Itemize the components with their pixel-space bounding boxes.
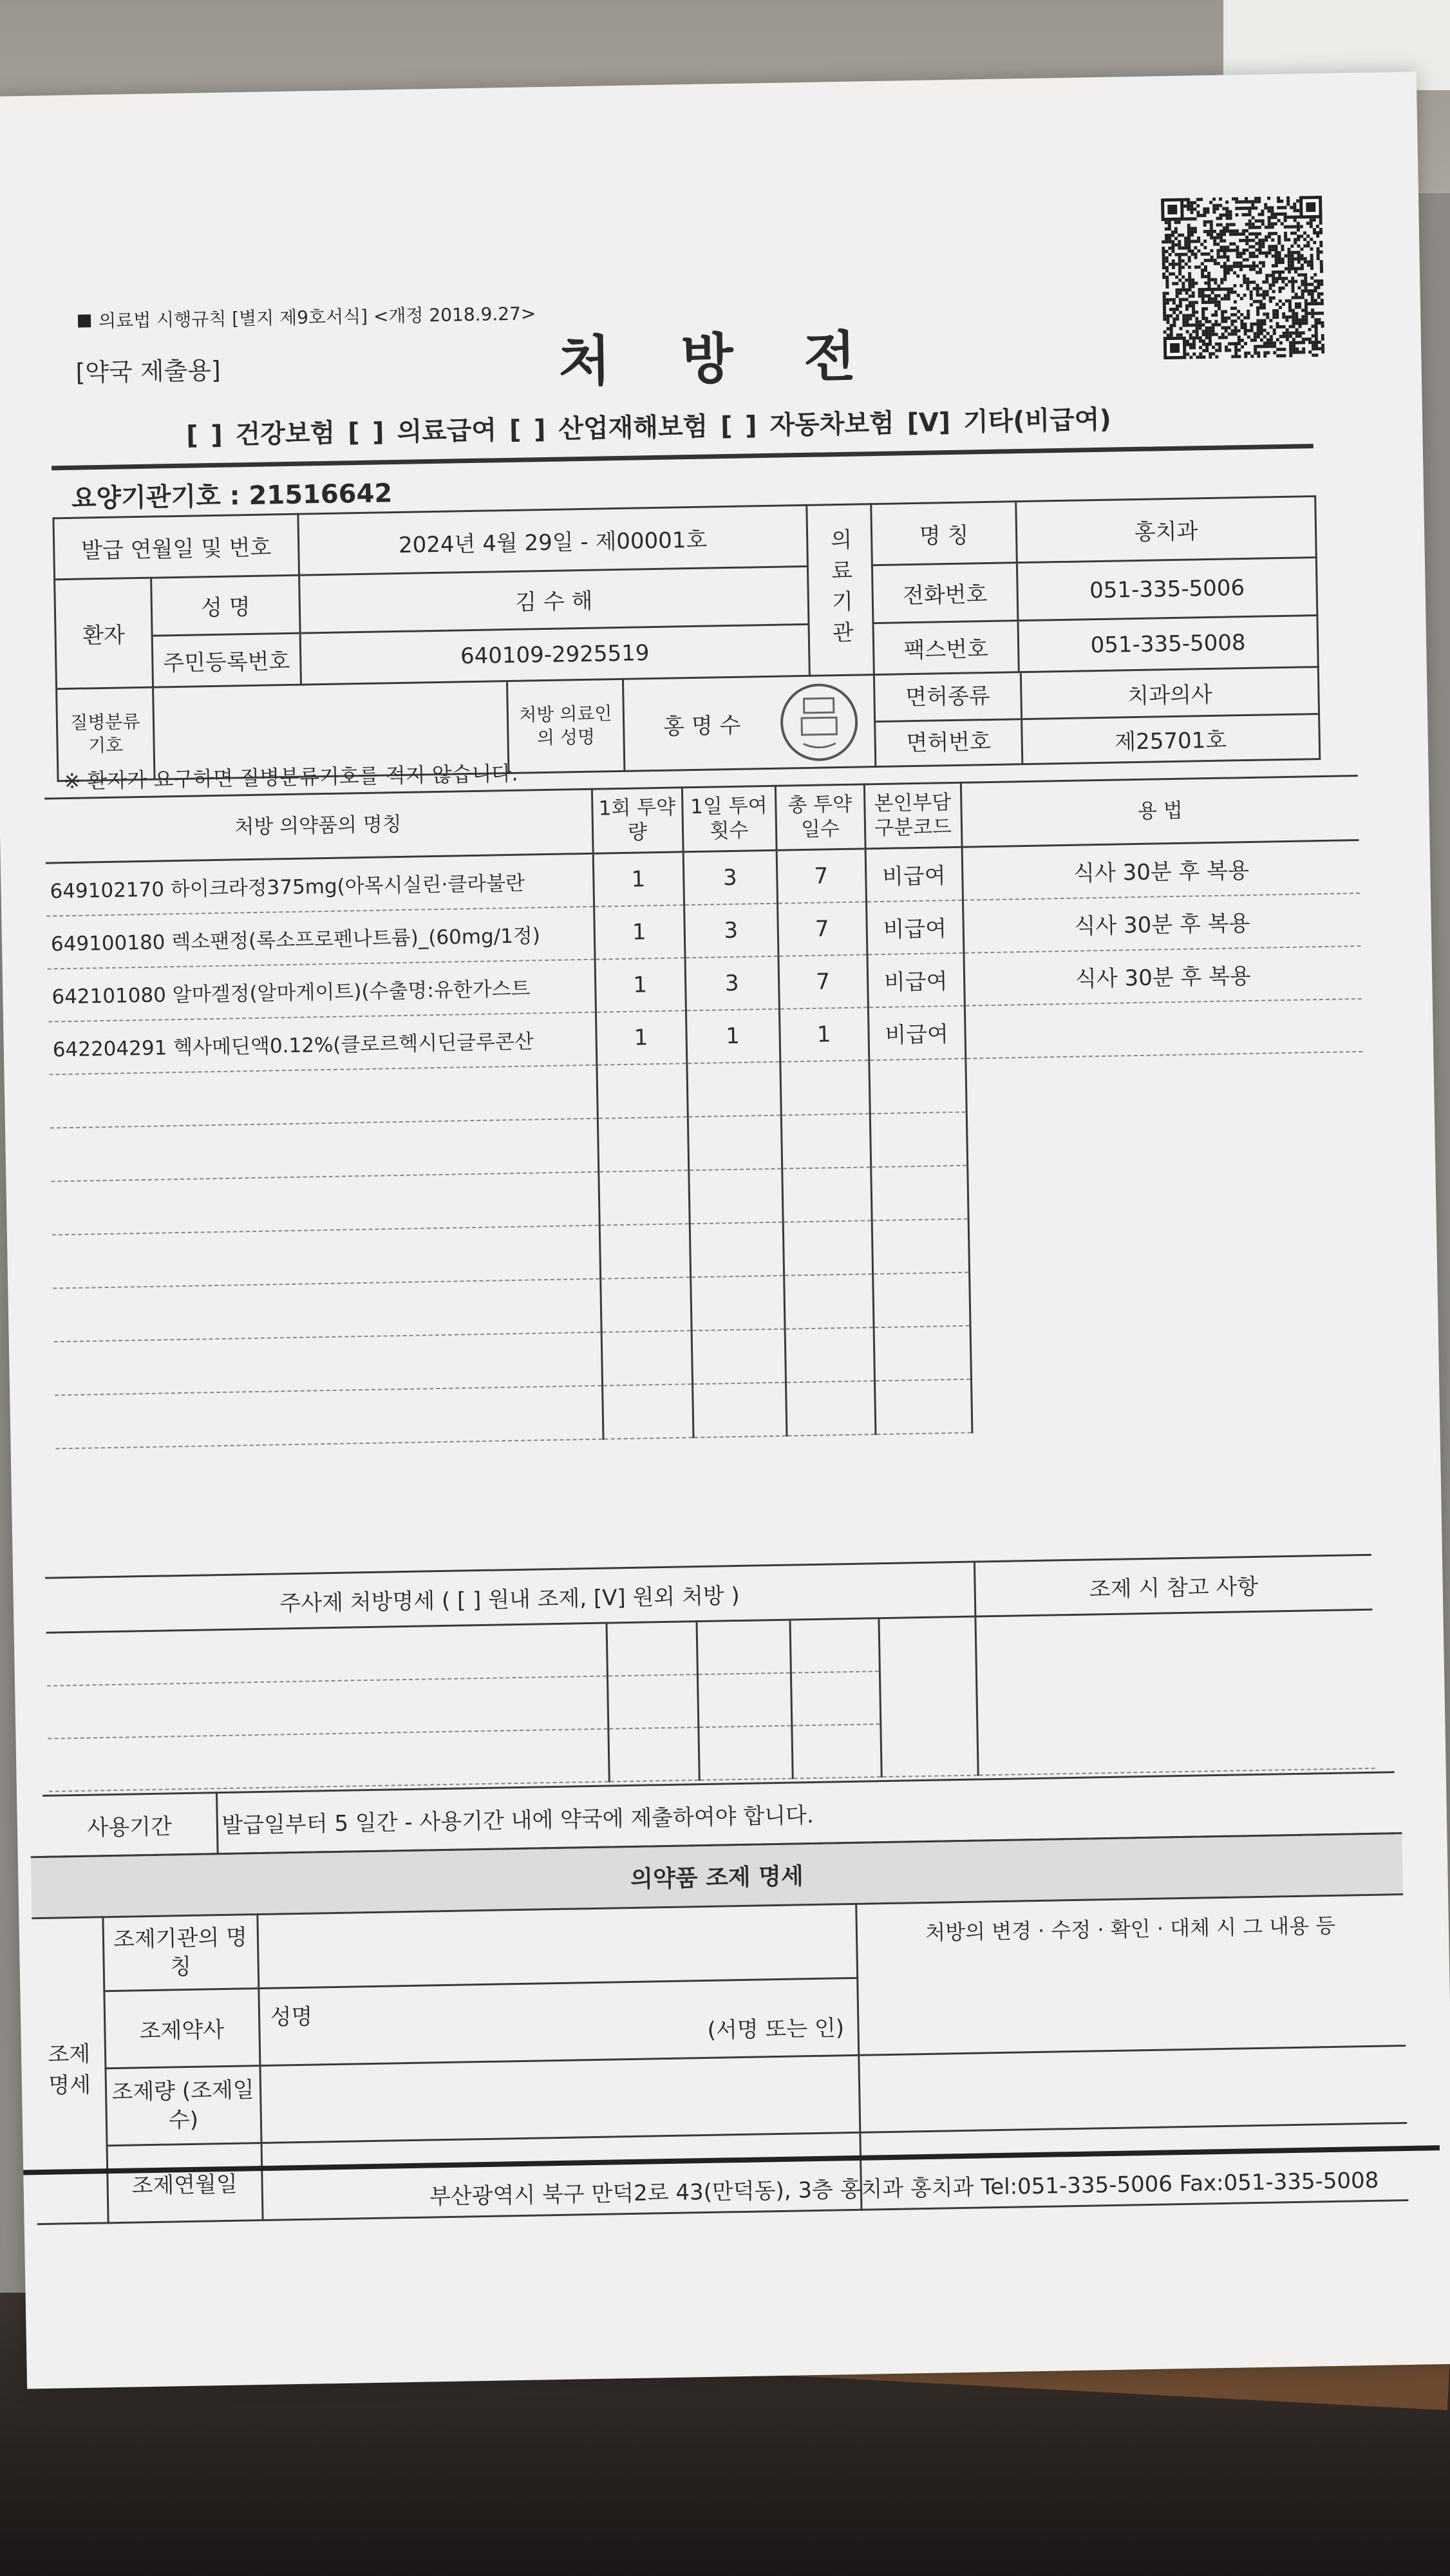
empty-cell: [692, 1329, 786, 1384]
total-days: 7: [777, 902, 867, 956]
empty-cell: [602, 1384, 693, 1439]
drug-name: 642204291 헥사메딘액0.12%(클로르헥시딘글루콘산: [48, 1012, 596, 1074]
empty-cell: [688, 1168, 782, 1224]
amount-field: [259, 2055, 860, 2143]
payment-code: 비급여: [866, 900, 963, 954]
empty-cell: [596, 1063, 687, 1118]
empty-cell: [692, 1382, 786, 1437]
empty-cell: [686, 1061, 780, 1117]
prescriber-name: 홍 명 수: [663, 712, 741, 740]
pharmacist-name-label: 성명: [270, 2003, 313, 2031]
daily-count: 3: [684, 956, 778, 1010]
empty-cell: [600, 1277, 691, 1332]
license-type-value: 치과의사: [1127, 681, 1213, 709]
empty-cell: [601, 1331, 692, 1385]
dispensing-section-label: 조제 명세: [32, 1917, 108, 2224]
dose: 1: [593, 852, 684, 906]
daily-count: 3: [684, 903, 778, 958]
empty-cell: [966, 1104, 1364, 1165]
license-type-label: 면허종류: [875, 673, 1022, 721]
col-header-usage: 용 법: [961, 776, 1359, 848]
empty-cell: [971, 1372, 1369, 1432]
total-days: 7: [777, 849, 866, 903]
rrn-value: 640109-2925519: [300, 624, 809, 685]
patient-name: 김 수 해: [299, 566, 809, 633]
empty-cell: [871, 1165, 968, 1220]
empty-cell: [872, 1272, 970, 1327]
empty-cell: [784, 1274, 873, 1329]
issue-label: 발급 연월일 및 번호: [53, 514, 299, 580]
empty-cell: [965, 1051, 1363, 1112]
empty-cell: [690, 1275, 784, 1331]
payment-code: 비급여: [868, 1005, 965, 1060]
form-reference: [78, 299, 536, 333]
license-cell: [874, 667, 1319, 767]
issue-value: 2024년 4월 29일 - 제00001호: [298, 505, 808, 575]
empty-cell: [688, 1115, 782, 1170]
empty-cell: [52, 1225, 600, 1288]
empty-cell: [874, 1379, 972, 1434]
dispensing-title: 의약품 조제 명세: [31, 1833, 1403, 1918]
changes-label: 처방의 변경 · 수정 · 확인 · 대체 시 그 내용 등: [856, 1895, 1404, 1978]
disease-label: 질병분류기호: [57, 687, 155, 781]
empty-cell: [599, 1224, 690, 1278]
reference-title: 조제 시 참고 사항: [974, 1555, 1372, 1616]
disease-code-note: ※ 환자가 요구하면 질병분류기호를 적지 않습니다.: [63, 761, 518, 794]
prescriber-label: 처방 의료인의 성명: [507, 679, 624, 773]
empty-cell: [874, 1325, 971, 1381]
empty-cell: [53, 1278, 601, 1341]
usage: 식사 30분 후 복용: [962, 840, 1360, 900]
empty-medication-rows: [50, 1051, 1370, 1448]
pharmacist-field: [258, 1978, 858, 2065]
qr-code-icon: [1135, 196, 1324, 360]
footer-address: 부산광역시 북구 만덕2로 43(만덕동), 3층 홍치과 홍치과 Tel:051-335-5006 Fax:051-335-5008: [429, 2167, 1379, 2210]
empty-cell: [783, 1220, 872, 1275]
empty-cell: [970, 1318, 1368, 1379]
phone-label: 전화번호: [872, 563, 1018, 623]
form-reference-text: 의료법 시행규칙 [별지 제9호서식] <개정 2018.9.27>: [98, 303, 536, 332]
reference-notes: [975, 1609, 1375, 1775]
usage: [965, 998, 1362, 1058]
license-no-value: 제25701호: [1114, 727, 1227, 755]
changes-field-2: [858, 2046, 1407, 2133]
empty-cell: [55, 1385, 603, 1448]
empty-cell: [781, 1113, 871, 1168]
insurance-types: [ ] 건강보험 [ ] 의료급여 [ ] 산업재해보험 [ ] 자동차보험 [V] 기타(비급여): [185, 404, 1112, 451]
license-no-label: 면허번호: [876, 720, 1023, 766]
empty-cell: [785, 1327, 874, 1382]
empty-cell: [870, 1112, 967, 1167]
injection-table: [45, 1554, 1375, 1792]
inst-name-value: 홍치과: [1016, 497, 1317, 563]
total-days: 7: [778, 954, 867, 1009]
empty-cell: [54, 1332, 602, 1395]
usage: 식사 30분 후 복용: [963, 893, 1361, 952]
institution-label: 의료기관: [807, 504, 874, 676]
empty-cell: [968, 1211, 1366, 1272]
patient-label: 환자: [55, 578, 153, 689]
injection-title: 주사제 처방명세 ( [ ] 원내 조제, [V] 원외 처방 ): [45, 1562, 975, 1633]
page-title: 처 방 전: [558, 324, 883, 393]
daily-count: 1: [686, 1009, 780, 1063]
dose: 1: [594, 905, 684, 959]
col-header-days: 총 투약일수: [775, 784, 865, 850]
empty-cell: [50, 1118, 598, 1181]
info-table: [52, 495, 1321, 782]
inst-name-label: 명 칭: [871, 502, 1017, 565]
col-header-drug-name: 처방 의약품의 명칭: [44, 789, 593, 863]
col-header-dose: 1회 투약량: [592, 788, 683, 853]
fax-value: 051-335-5008: [1018, 616, 1318, 672]
empty-cell: [782, 1167, 871, 1222]
dose: 1: [595, 958, 686, 1012]
empty-cell: [786, 1381, 875, 1435]
drug-name: 649102170 하이크라정375mg(아목시실린·클라불란: [46, 853, 594, 916]
prescription-document: [0, 71, 1450, 2389]
col-header-code: 본인부담 구분코드: [864, 782, 962, 849]
empty-cell: [869, 1058, 966, 1113]
validity-label: 사용기간: [42, 1793, 218, 1857]
empty-cell: [51, 1171, 599, 1235]
institution-code: 요양기관기호 : 21516642: [71, 478, 393, 514]
total-days: 1: [779, 1007, 869, 1061]
drug-name: 649100180 렉소팬정(록소프로펜나트륨)_(60mg/1정): [46, 906, 594, 969]
medication-table: [44, 775, 1369, 1449]
doctor-seal-stamp: [777, 679, 862, 764]
dose: 1: [596, 1010, 686, 1065]
fax-label: 팩스번호: [873, 621, 1019, 675]
phone-value: 051-335-5006: [1017, 558, 1317, 621]
empty-cell: [690, 1222, 784, 1277]
payment-code: 비급여: [867, 952, 964, 1007]
submit-label: [약국 제출용]: [75, 355, 221, 387]
empty-cell: [50, 1065, 598, 1128]
payment-code: 비급여: [865, 847, 963, 902]
rrn-label: 주민등록번호: [152, 633, 301, 687]
usage: 식사 30분 후 복용: [963, 945, 1361, 1005]
signature-label: (서명 또는 인): [707, 2015, 845, 2043]
changes-field: [857, 1969, 1406, 2056]
daily-count: 3: [683, 850, 777, 905]
prescriber-cell: [623, 675, 875, 772]
pharmacist-label: 조제약사: [104, 1989, 259, 2069]
empty-cell: [780, 1060, 869, 1115]
col-header-daily: 1일 투여횟수: [682, 786, 777, 852]
drug-name: 642101080 알마겔정(알마게이트)(수출명:유한가스트: [48, 959, 596, 1021]
empty-cell: [967, 1158, 1365, 1218]
empty-cell: [598, 1117, 688, 1171]
empty-cell: [598, 1170, 689, 1225]
empty-cell: [872, 1218, 969, 1274]
square-bullet-icon: [78, 314, 91, 327]
empty-cell: [969, 1265, 1367, 1325]
pharmacy-label: 조제기관의 명칭: [102, 1915, 258, 1991]
date-label: 조제연월일: [107, 2143, 263, 2223]
amount-label: 조제량 (조제일수): [105, 2066, 261, 2146]
pharmacy-name-field: [257, 1904, 857, 1988]
name-label: 성 명: [151, 575, 301, 636]
validity-value: 발급일부터 5 일간 - 사용기간 내에 약국에 제출하여야 합니다.: [216, 1772, 1395, 1854]
